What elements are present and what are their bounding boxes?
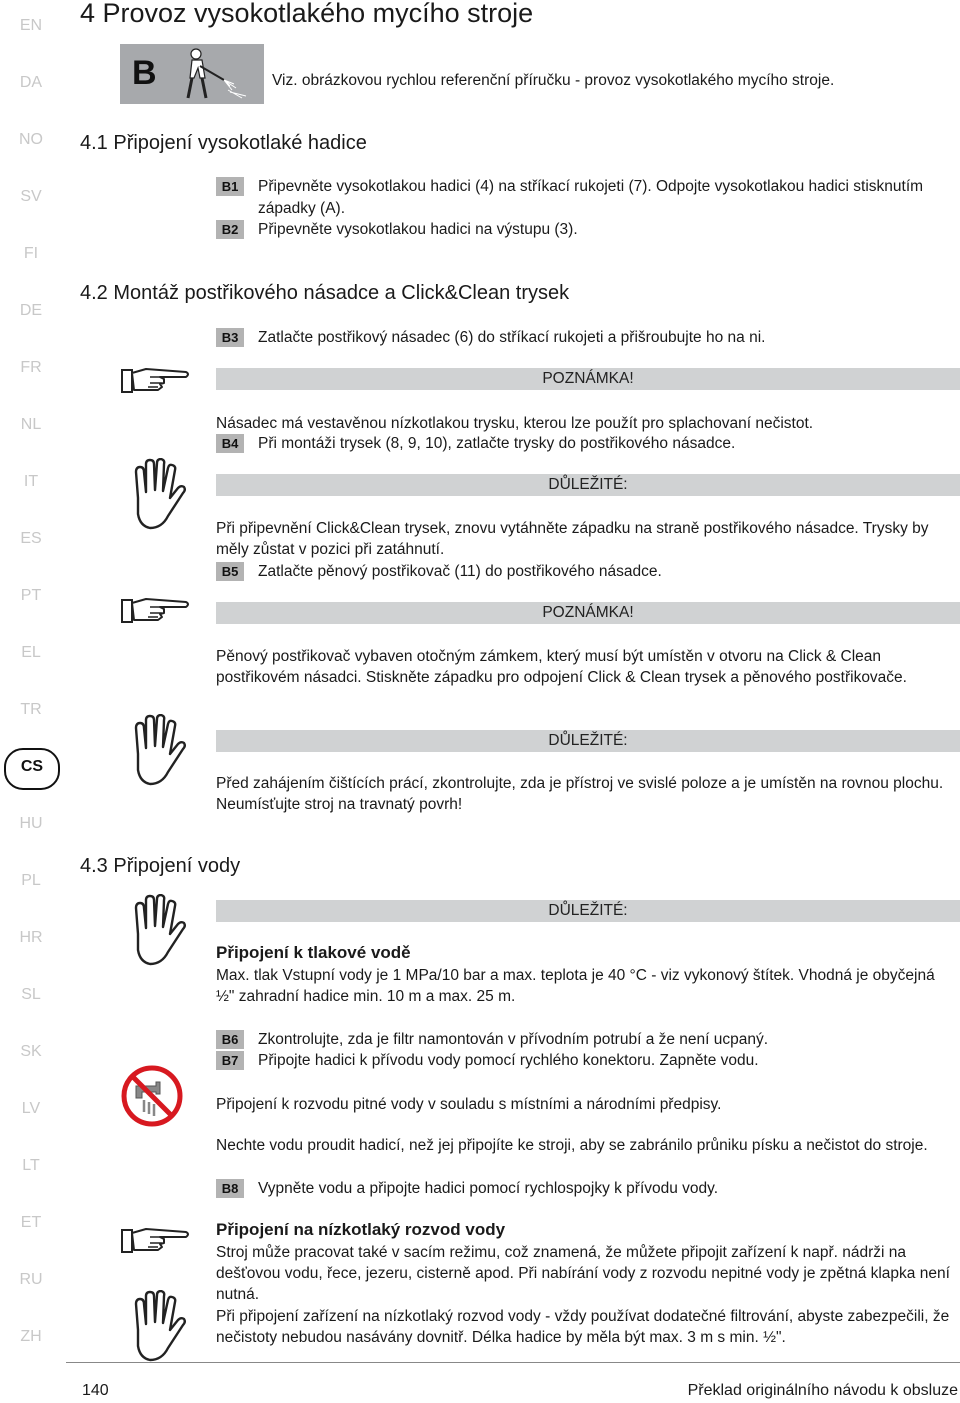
pointing-hand-icon	[120, 594, 192, 626]
lang-tab-nl[interactable]: NL	[20, 416, 42, 433]
step-badge: B4	[216, 434, 244, 453]
lang-tab-en[interactable]: EN	[19, 17, 43, 34]
step-text: Zatlačte postřikový násadec (6) do stříkací rukojeti a přišroubujte ho na ni.	[258, 329, 766, 346]
step-text: Zatlačte pěnový postřikovač (11) do postřikového násadce.	[258, 563, 662, 580]
section-4-3-title: 4.3 Připojení vody	[80, 855, 241, 877]
lang-tab-no[interactable]: NO	[19, 131, 43, 148]
footer-divider	[66, 1362, 960, 1363]
pressure-water-heading: Připojení k tlakové vodě	[216, 943, 411, 962]
step-b6	[216, 1029, 956, 1051]
step-text: Vypněte vodu a připojte hadici pomocí rychlospojky k přívodu vody.	[258, 1180, 719, 1197]
step-text: Připojte hadici k přívodu vody pomocí rychlého konektoru. Zapněte vodu.	[258, 1052, 759, 1069]
lang-tab-zh[interactable]: ZH	[20, 1328, 42, 1345]
lang-tab-cs-active[interactable]: CS	[4, 748, 60, 790]
lang-tab-et[interactable]: ET	[20, 1214, 42, 1231]
lang-tab-de[interactable]: DE	[19, 302, 43, 319]
pointing-hand-icon	[120, 1224, 192, 1256]
footer-text: Překlad originálního návodu k obsluze	[687, 1382, 958, 1399]
operator-spraying-icon	[172, 46, 262, 102]
step-badge: B8	[216, 1179, 244, 1198]
step-b2	[216, 219, 956, 241]
section-4-2-title: 4.2 Montáž postřikového násadce a Click&Clean trysek	[80, 282, 570, 304]
pressure-water-text: Max. tlak Vstupní vody je 1 MPa/10 bar a max. teplota je 40 °C - viz vykonový štítek. Vhodná je obyčejná ½" zahradní hadice min. 10 m a max. 25 m.	[216, 967, 935, 1005]
low-pressure-text-1: Stroj může pracovat také v sacím režimu, což znamená, že můžete připojit zařízení k např. nádrži na dešťovou vodu, řece, jezeru, cisterně apod. Při nabírání vody z rozvodu nepitné vody je zpětná klapka není nutná.	[216, 1244, 950, 1303]
step-badge: B3	[216, 328, 244, 347]
lang-tab-hu[interactable]: HU	[19, 815, 43, 832]
step-b4	[216, 433, 956, 455]
note-bar-2: POZNÁMKA!	[216, 602, 960, 624]
raised-hand-icon	[126, 458, 188, 532]
lang-tab-tr[interactable]: TR	[20, 701, 42, 718]
lang-tab-it[interactable]: IT	[23, 473, 39, 490]
step-text: Při montáži trysek (8, 9, 10), zatlačte trysky do postřikového násadce.	[258, 435, 736, 452]
raised-hand-icon	[126, 894, 188, 968]
low-pressure-heading: Připojení na nízkotlaký rozvod vody	[216, 1220, 506, 1239]
step-b8	[216, 1178, 956, 1200]
no-drinking-water-icon	[120, 1064, 184, 1128]
lang-tab-ru[interactable]: RU	[19, 1271, 43, 1288]
reference-letter: B	[132, 54, 157, 92]
important-text-2: Před zahájením čištících prácí, zkontrolujte, zda je přístroj ve svislé poloze a je umístěn na rovnou plochu. Neumísťujte stroj na travnatý povrh!	[216, 775, 944, 813]
step-badge: B7	[216, 1051, 244, 1070]
lang-tab-el[interactable]: EL	[21, 644, 41, 661]
note-text-1: Násadec má vestavěnou nízkotlakou trysku, kterou lze použít pro splachovaní nečistot.	[216, 415, 814, 432]
step-badge: B6	[216, 1030, 244, 1049]
step-b7	[216, 1050, 956, 1072]
note-bar-1: POZNÁMKA!	[216, 368, 960, 390]
step-badge: B2	[216, 220, 244, 239]
chapter-title: 4 Provoz vysokotlakého mycího stroje	[80, 0, 534, 28]
step-b3	[216, 327, 956, 349]
quick-reference-box	[120, 44, 264, 104]
section-4-1-title: 4.1 Připojení vysokotlaké hadice	[80, 132, 367, 154]
step-text: Zkontrolujte, zda je filtr namontován v přívodním potrubí a že není ucpaný.	[258, 1031, 769, 1048]
step-b5	[216, 561, 956, 583]
important-bar-3: DŮLEŽITÉ:	[216, 900, 960, 922]
lang-tab-pt[interactable]: PT	[20, 587, 42, 604]
pointing-hand-icon	[120, 364, 192, 396]
step-text: Připevněte vysokotlakou hadici na výstupu (3).	[258, 221, 578, 238]
step-b1	[216, 176, 956, 220]
lang-tab-es[interactable]: ES	[20, 530, 42, 547]
reference-text: Viz. obrázkovou rychlou referenční příručku - provoz vysokotlakého mycího stroje.	[272, 72, 835, 89]
important-bar-1: DŮLEŽITÉ:	[216, 474, 960, 496]
lang-tab-sk[interactable]: SK	[20, 1043, 42, 1060]
page-number: 140	[82, 1382, 109, 1399]
step-badge: B5	[216, 562, 244, 581]
drinking-water-text: Připojení k rozvodu pitné vody v souladu s místními a národními předpisy.	[216, 1096, 722, 1113]
flush-hose-text: Nechte vodu proudit hadicí, než jej připojíte ke stroji, aby se zabránilo průniku písku a nečistot do stroje.	[216, 1137, 928, 1154]
important-bar-2: DŮLEŽITÉ:	[216, 730, 960, 752]
lang-tab-da[interactable]: DA	[19, 74, 43, 91]
lang-tab-pl[interactable]: PL	[21, 872, 41, 889]
lang-tab-hr[interactable]: HR	[19, 929, 43, 946]
lang-tab-lv[interactable]: LV	[21, 1100, 41, 1117]
lang-tab-lt[interactable]: LT	[22, 1157, 40, 1174]
note-text-2: Pěnový postřikovač vybaven otočným zámkem, který musí být umístěn v otvoru na Click & Clean postřikovém násadci. Stiskněte západku pro odpojení Click & Clean trysek a pěnového postřikovače.	[216, 648, 907, 686]
lang-tab-fi[interactable]: FI	[23, 245, 39, 262]
step-badge: B1	[216, 177, 244, 196]
raised-hand-icon	[126, 1290, 188, 1364]
important-text-1: Při připevnění Click&Clean trysek, znovu vytáhněte západku na straně postřikového násadce. Trysky by měly zůstat v pozici při zatáhnutí.	[216, 520, 929, 558]
raised-hand-icon	[126, 714, 188, 788]
lang-tab-sl[interactable]: SL	[21, 986, 41, 1003]
lang-tab-fr[interactable]: FR	[20, 359, 42, 376]
low-pressure-text-2: Při připojení zařízení na nízkotlaký rozvod vody - vždy používat dodatečné filtrování, abyste zabezpečili, že nečistoty nebudou nasávány dovnitř. Délka hadice by měla být max. 3 m s min. ½".	[216, 1308, 950, 1346]
step-text: Připevněte vysokotlakou hadici (4) na stříkací rukojeti (7). Odpojte vysokotlakou hadici stisknutím západky (A).	[258, 178, 924, 217]
lang-tab-sv[interactable]: SV	[20, 188, 42, 205]
